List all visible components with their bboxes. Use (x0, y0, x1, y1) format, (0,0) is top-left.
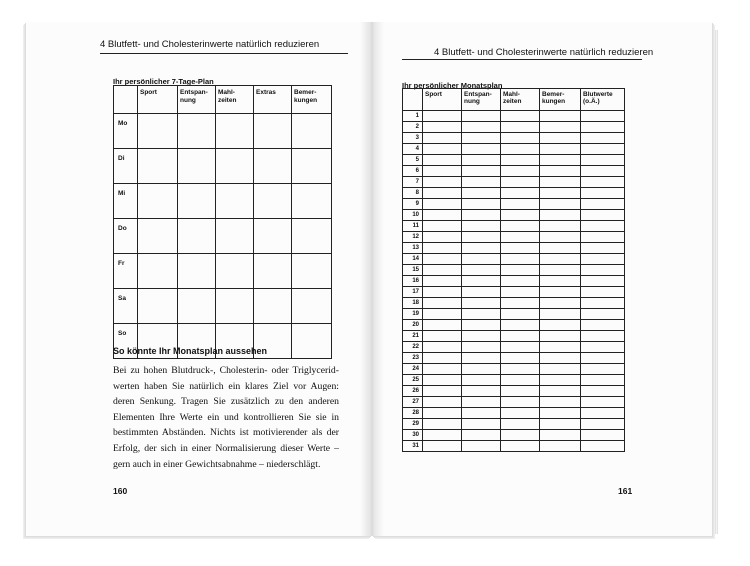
week-plan-empty-cell (254, 289, 292, 324)
month-plan-empty-cell (501, 364, 540, 375)
week-plan-empty-cell (216, 254, 254, 289)
month-plan-header-cell (403, 89, 423, 111)
month-plan-header-cell: Sport (423, 89, 462, 111)
month-plan-row-label: 21 (403, 331, 423, 342)
month-plan-empty-cell (581, 188, 625, 199)
month-plan-row (403, 199, 625, 210)
month-plan-empty-cell (540, 122, 581, 133)
month-plan-row-label: 18 (403, 298, 423, 309)
week-plan-row-label: Sa (114, 289, 138, 324)
month-plan-empty-cell (540, 397, 581, 408)
month-plan-row-label: 12 (403, 232, 423, 243)
month-plan-empty-cell (501, 144, 540, 155)
week-plan-empty-cell (138, 219, 178, 254)
month-plan-title: Ihr persönlicher Monatsplan (402, 81, 503, 90)
month-plan-empty-cell (462, 177, 501, 188)
week-plan-empty-cell (138, 184, 178, 219)
month-plan-empty-cell (581, 397, 625, 408)
week-plan-table (113, 85, 332, 359)
month-plan-header-cell: Mahl- zeiten (501, 89, 540, 111)
week-plan-empty-cell (138, 289, 178, 324)
month-plan-empty-cell (423, 386, 462, 397)
week-plan-empty-cell (254, 254, 292, 289)
month-plan-empty-cell (581, 298, 625, 309)
week-plan-empty-cell (178, 184, 216, 219)
week-plan-title: Ihr persönlicher 7-Tage-Plan (113, 77, 214, 86)
month-plan-row (403, 287, 625, 298)
month-plan-empty-cell (462, 397, 501, 408)
week-plan-empty-cell (216, 184, 254, 219)
month-plan-row (403, 254, 625, 265)
week-plan-empty-cell (254, 114, 292, 149)
month-plan-empty-cell (462, 430, 501, 441)
month-plan-empty-cell (462, 441, 501, 452)
month-plan-empty-cell (540, 331, 581, 342)
month-plan-empty-cell (581, 419, 625, 430)
month-plan-row (403, 408, 625, 419)
month-plan-empty-cell (501, 386, 540, 397)
month-plan-row (403, 111, 625, 122)
month-plan-empty-cell (423, 232, 462, 243)
month-plan-empty-cell (462, 331, 501, 342)
month-plan-empty-cell (501, 298, 540, 309)
week-plan-row (114, 219, 332, 254)
week-plan-row-label: Do (114, 219, 138, 254)
month-plan-empty-cell (501, 199, 540, 210)
month-plan-row-label: 25 (403, 375, 423, 386)
month-plan-empty-cell (423, 408, 462, 419)
month-plan-empty-cell (462, 188, 501, 199)
left-running-header: 4 Blutfett- und Cholesterinwerte natürlich reduzieren (100, 39, 320, 50)
month-plan-row-label: 24 (403, 364, 423, 375)
month-plan-row (403, 298, 625, 309)
month-plan-empty-cell (423, 441, 462, 452)
month-plan-empty-cell (501, 353, 540, 364)
right-header-rule (402, 59, 642, 60)
month-plan-empty-cell (462, 298, 501, 309)
month-plan-row-label: 26 (403, 386, 423, 397)
month-plan-empty-cell (501, 111, 540, 122)
month-plan-empty-cell (581, 210, 625, 221)
month-plan-empty-cell (462, 287, 501, 298)
month-plan-empty-cell (581, 430, 625, 441)
month-plan-empty-cell (540, 276, 581, 287)
month-plan-row (403, 144, 625, 155)
month-plan-empty-cell (462, 199, 501, 210)
month-plan-empty-cell (462, 353, 501, 364)
month-plan-row-label: 10 (403, 210, 423, 221)
week-plan-row-label: Fr (114, 254, 138, 289)
month-plan-empty-cell (423, 342, 462, 353)
month-plan-empty-cell (540, 287, 581, 298)
month-plan-empty-cell (462, 342, 501, 353)
month-plan-row (403, 133, 625, 144)
month-plan-empty-cell (581, 276, 625, 287)
month-plan-empty-cell (501, 342, 540, 353)
month-plan-empty-cell (501, 188, 540, 199)
month-plan-empty-cell (462, 232, 501, 243)
month-plan-row-label: 17 (403, 287, 423, 298)
month-plan-empty-cell (540, 133, 581, 144)
body-line: gern auch in einer Gewichtsabnahme – niederschlägt. (113, 458, 321, 470)
month-plan-empty-cell (423, 254, 462, 265)
body-line: Bei zu hohen Blutdruck-, Cholesterin- oder Triglycerid- (113, 365, 339, 376)
month-plan-empty-cell (540, 375, 581, 386)
month-plan-empty-cell (581, 375, 625, 386)
month-plan-row (403, 232, 625, 243)
page-edges (712, 30, 718, 534)
month-plan-empty-cell (462, 408, 501, 419)
week-plan-empty-cell (292, 114, 332, 149)
month-plan-empty-cell (423, 166, 462, 177)
month-plan-row-label: 7 (403, 177, 423, 188)
month-plan-empty-cell (423, 430, 462, 441)
week-plan-empty-cell (138, 254, 178, 289)
month-plan-empty-cell (540, 430, 581, 441)
week-plan-header-cell: Bemer- kungen (292, 86, 332, 114)
week-plan-empty-cell (178, 114, 216, 149)
month-plan-empty-cell (581, 254, 625, 265)
month-plan-empty-cell (540, 144, 581, 155)
month-plan-empty-cell (423, 331, 462, 342)
month-plan-empty-cell (462, 309, 501, 320)
month-plan-empty-cell (540, 298, 581, 309)
right-page (372, 22, 712, 536)
month-plan-empty-cell (423, 122, 462, 133)
month-plan-empty-cell (501, 265, 540, 276)
week-plan-empty-cell (138, 149, 178, 184)
month-plan-empty-cell (462, 144, 501, 155)
month-plan-empty-cell (540, 166, 581, 177)
month-plan-empty-cell (501, 375, 540, 386)
month-plan-empty-cell (540, 265, 581, 276)
month-plan-row-label: 20 (403, 320, 423, 331)
month-plan-empty-cell (581, 122, 625, 133)
month-plan-row-label: 5 (403, 155, 423, 166)
month-plan-empty-cell (501, 155, 540, 166)
week-plan-empty-cell (254, 149, 292, 184)
month-plan-row (403, 397, 625, 408)
week-plan-empty-cell (254, 219, 292, 254)
month-plan-empty-cell (423, 287, 462, 298)
month-plan-row-label: 27 (403, 397, 423, 408)
month-plan-empty-cell (462, 386, 501, 397)
month-plan-empty-cell (540, 386, 581, 397)
month-plan-empty-cell (581, 331, 625, 342)
month-plan-empty-cell (581, 155, 625, 166)
month-plan-empty-cell (581, 441, 625, 452)
week-plan-empty-cell (178, 254, 216, 289)
month-plan-row (403, 375, 625, 386)
month-plan-empty-cell (423, 155, 462, 166)
month-plan-row-label: 28 (403, 408, 423, 419)
month-plan-empty-cell (540, 111, 581, 122)
month-plan-empty-cell (423, 133, 462, 144)
week-plan-header-cell: Extras (254, 86, 292, 114)
month-plan-row-label: 2 (403, 122, 423, 133)
month-plan-empty-cell (462, 375, 501, 386)
month-plan-empty-cell (423, 177, 462, 188)
week-plan-empty-cell (216, 289, 254, 324)
month-plan-empty-cell (581, 144, 625, 155)
month-plan-header-cell: Entspan- nung (462, 89, 501, 111)
month-plan-empty-cell (581, 287, 625, 298)
month-plan-row (403, 419, 625, 430)
month-plan-empty-cell (462, 419, 501, 430)
month-plan-row-label: 9 (403, 199, 423, 210)
month-plan-empty-cell (423, 243, 462, 254)
month-plan-row-label: 23 (403, 353, 423, 364)
month-plan-row (403, 441, 625, 452)
month-plan-empty-cell (462, 166, 501, 177)
month-plan-empty-cell (501, 232, 540, 243)
month-plan-empty-cell (540, 254, 581, 265)
month-plan-row-label: 11 (403, 221, 423, 232)
month-plan-empty-cell (581, 353, 625, 364)
month-plan-row (403, 276, 625, 287)
week-plan-row-label: So (114, 324, 138, 359)
month-plan-empty-cell (462, 221, 501, 232)
month-plan-empty-cell (540, 188, 581, 199)
month-plan-table (402, 88, 625, 452)
month-plan-empty-cell (581, 320, 625, 331)
month-plan-empty-cell (540, 419, 581, 430)
month-plan-row-label: 3 (403, 133, 423, 144)
month-plan-empty-cell (423, 397, 462, 408)
week-plan-empty-cell (216, 149, 254, 184)
month-plan-row (403, 386, 625, 397)
month-plan-empty-cell (540, 210, 581, 221)
month-plan-empty-cell (501, 177, 540, 188)
month-plan-row-label: 8 (403, 188, 423, 199)
month-plan-row-label: 13 (403, 243, 423, 254)
month-plan-empty-cell (423, 298, 462, 309)
left-page-number: 160 (113, 486, 128, 496)
month-plan-row-label: 15 (403, 265, 423, 276)
month-plan-empty-cell (540, 441, 581, 452)
month-plan-empty-cell (581, 243, 625, 254)
month-plan-empty-cell (501, 331, 540, 342)
month-plan-empty-cell (462, 265, 501, 276)
month-plan-empty-cell (501, 210, 540, 221)
week-plan-row (114, 254, 332, 289)
month-plan-empty-cell (423, 199, 462, 210)
week-plan-header-cell (114, 86, 138, 114)
month-plan-empty-cell (581, 342, 625, 353)
week-plan-empty-cell (292, 254, 332, 289)
month-plan-empty-cell (462, 122, 501, 133)
month-plan-row-label: 14 (403, 254, 423, 265)
month-plan-empty-cell (423, 375, 462, 386)
section-title: So könnte Ihr Monatsplan aussehen (113, 346, 268, 356)
month-plan-empty-cell (581, 232, 625, 243)
month-plan-empty-cell (540, 342, 581, 353)
month-plan-row (403, 122, 625, 133)
month-plan-empty-cell (501, 122, 540, 133)
week-plan-row (114, 184, 332, 219)
month-plan-empty-cell (462, 364, 501, 375)
month-plan-row-label: 16 (403, 276, 423, 287)
week-plan-empty-cell (292, 289, 332, 324)
month-plan-empty-cell (501, 276, 540, 287)
month-plan-empty-cell (581, 166, 625, 177)
month-plan-empty-cell (581, 199, 625, 210)
week-plan-header-cell: Mahl- zeiten (216, 86, 254, 114)
week-plan-row (114, 289, 332, 324)
month-plan-empty-cell (581, 265, 625, 276)
week-plan-row-label: Di (114, 149, 138, 184)
week-plan-empty-cell (178, 149, 216, 184)
right-page-number: 161 (618, 486, 633, 496)
week-plan-empty-cell (292, 149, 332, 184)
body-line: bestimmten Abständen. Nichts ist motivierender als der (113, 427, 339, 439)
month-plan-row (403, 177, 625, 188)
month-plan-empty-cell (462, 111, 501, 122)
month-plan-empty-cell (462, 133, 501, 144)
month-plan-row (403, 331, 625, 342)
month-plan-row (403, 221, 625, 232)
month-plan-empty-cell (540, 199, 581, 210)
month-plan-empty-cell (581, 386, 625, 397)
left-header-rule (100, 53, 348, 54)
month-plan-empty-cell (423, 210, 462, 221)
month-plan-row-label: 19 (403, 309, 423, 320)
month-plan-empty-cell (501, 397, 540, 408)
month-plan-header-cell: Bemer- kungen (540, 89, 581, 111)
month-plan-empty-cell (540, 408, 581, 419)
month-plan-row (403, 210, 625, 221)
month-plan-row (403, 166, 625, 177)
month-plan-empty-cell (423, 419, 462, 430)
month-plan-empty-cell (501, 243, 540, 254)
month-plan-empty-cell (423, 265, 462, 276)
month-plan-row-label: 31 (403, 441, 423, 452)
week-plan-row-label: Mo (114, 114, 138, 149)
month-plan-empty-cell (501, 430, 540, 441)
month-plan-row (403, 188, 625, 199)
week-plan-header-cell: Entspan- nung (178, 86, 216, 114)
month-plan-empty-cell (540, 232, 581, 243)
week-plan-row (114, 149, 332, 184)
month-plan-empty-cell (423, 221, 462, 232)
month-plan-row (403, 309, 625, 320)
week-plan-empty-cell (178, 289, 216, 324)
week-plan-empty-cell (138, 114, 178, 149)
month-plan-empty-cell (462, 254, 501, 265)
body-line: Erfolg, der sich in einer Normalisierung dieser Werte – (113, 442, 339, 454)
month-plan-empty-cell (423, 320, 462, 331)
month-plan-empty-cell (501, 408, 540, 419)
month-plan-row (403, 320, 625, 331)
month-plan-empty-cell (540, 364, 581, 375)
month-plan-empty-cell (501, 419, 540, 430)
left-page (26, 22, 372, 536)
month-plan-empty-cell (462, 210, 501, 221)
month-plan-empty-cell (423, 144, 462, 155)
month-plan-row (403, 265, 625, 276)
month-plan-empty-cell (501, 309, 540, 320)
month-plan-empty-cell (540, 177, 581, 188)
month-plan-empty-cell (423, 188, 462, 199)
month-plan-empty-cell (462, 320, 501, 331)
month-plan-empty-cell (540, 353, 581, 364)
month-plan-empty-cell (423, 364, 462, 375)
body-line: Elementen Ihre Werte ein und kontrollieren Sie sie in (113, 411, 339, 423)
month-plan-row-label: 29 (403, 419, 423, 430)
month-plan-empty-cell (501, 133, 540, 144)
week-plan-empty-cell (216, 114, 254, 149)
month-plan-header-cell: Blutwerte (o.Ä.) (581, 89, 625, 111)
month-plan-row (403, 430, 625, 441)
month-plan-row (403, 364, 625, 375)
body-line: werten haben Sie natürlich ein klares Ziel vor Augen: (113, 380, 339, 392)
month-plan-empty-cell (540, 221, 581, 232)
week-plan-row (114, 114, 332, 149)
body-line: deren Senkung. Tragen Sie zusätzlich zu den anderen (113, 396, 339, 408)
month-plan-empty-cell (581, 408, 625, 419)
month-plan-empty-cell (581, 177, 625, 188)
month-plan-row (403, 342, 625, 353)
month-plan-empty-cell (462, 155, 501, 166)
month-plan-empty-cell (540, 243, 581, 254)
month-plan-empty-cell (423, 353, 462, 364)
right-running-header: 4 Blutfett- und Cholesterinwerte natürlich reduzieren (434, 47, 654, 58)
month-plan-empty-cell (540, 320, 581, 331)
month-plan-empty-cell (581, 111, 625, 122)
week-plan-empty-cell (254, 184, 292, 219)
month-plan-row-label: 6 (403, 166, 423, 177)
month-plan-empty-cell (501, 166, 540, 177)
week-plan-empty-cell (292, 324, 332, 359)
month-plan-empty-cell (501, 441, 540, 452)
body-paragraph (113, 363, 339, 472)
month-plan-row (403, 243, 625, 254)
week-plan-row-label: Mi (114, 184, 138, 219)
month-plan-empty-cell (501, 254, 540, 265)
month-plan-empty-cell (423, 309, 462, 320)
month-plan-empty-cell (462, 276, 501, 287)
month-plan-row-label: 22 (403, 342, 423, 353)
month-plan-empty-cell (423, 276, 462, 287)
week-plan-header-cell: Sport (138, 86, 178, 114)
month-plan-empty-cell (540, 309, 581, 320)
month-plan-empty-cell (462, 243, 501, 254)
week-plan-empty-cell (216, 219, 254, 254)
month-plan-empty-cell (581, 364, 625, 375)
month-plan-row (403, 155, 625, 166)
month-plan-empty-cell (501, 287, 540, 298)
month-plan-row-label: 1 (403, 111, 423, 122)
month-plan-empty-cell (423, 111, 462, 122)
month-plan-empty-cell (540, 155, 581, 166)
week-plan-empty-cell (292, 219, 332, 254)
week-plan-empty-cell (178, 219, 216, 254)
month-plan-row (403, 353, 625, 364)
month-plan-empty-cell (581, 309, 625, 320)
month-plan-row-label: 30 (403, 430, 423, 441)
month-plan-empty-cell (581, 133, 625, 144)
month-plan-empty-cell (501, 221, 540, 232)
month-plan-empty-cell (581, 221, 625, 232)
week-plan-empty-cell (292, 184, 332, 219)
month-plan-empty-cell (501, 320, 540, 331)
month-plan-row-label: 4 (403, 144, 423, 155)
